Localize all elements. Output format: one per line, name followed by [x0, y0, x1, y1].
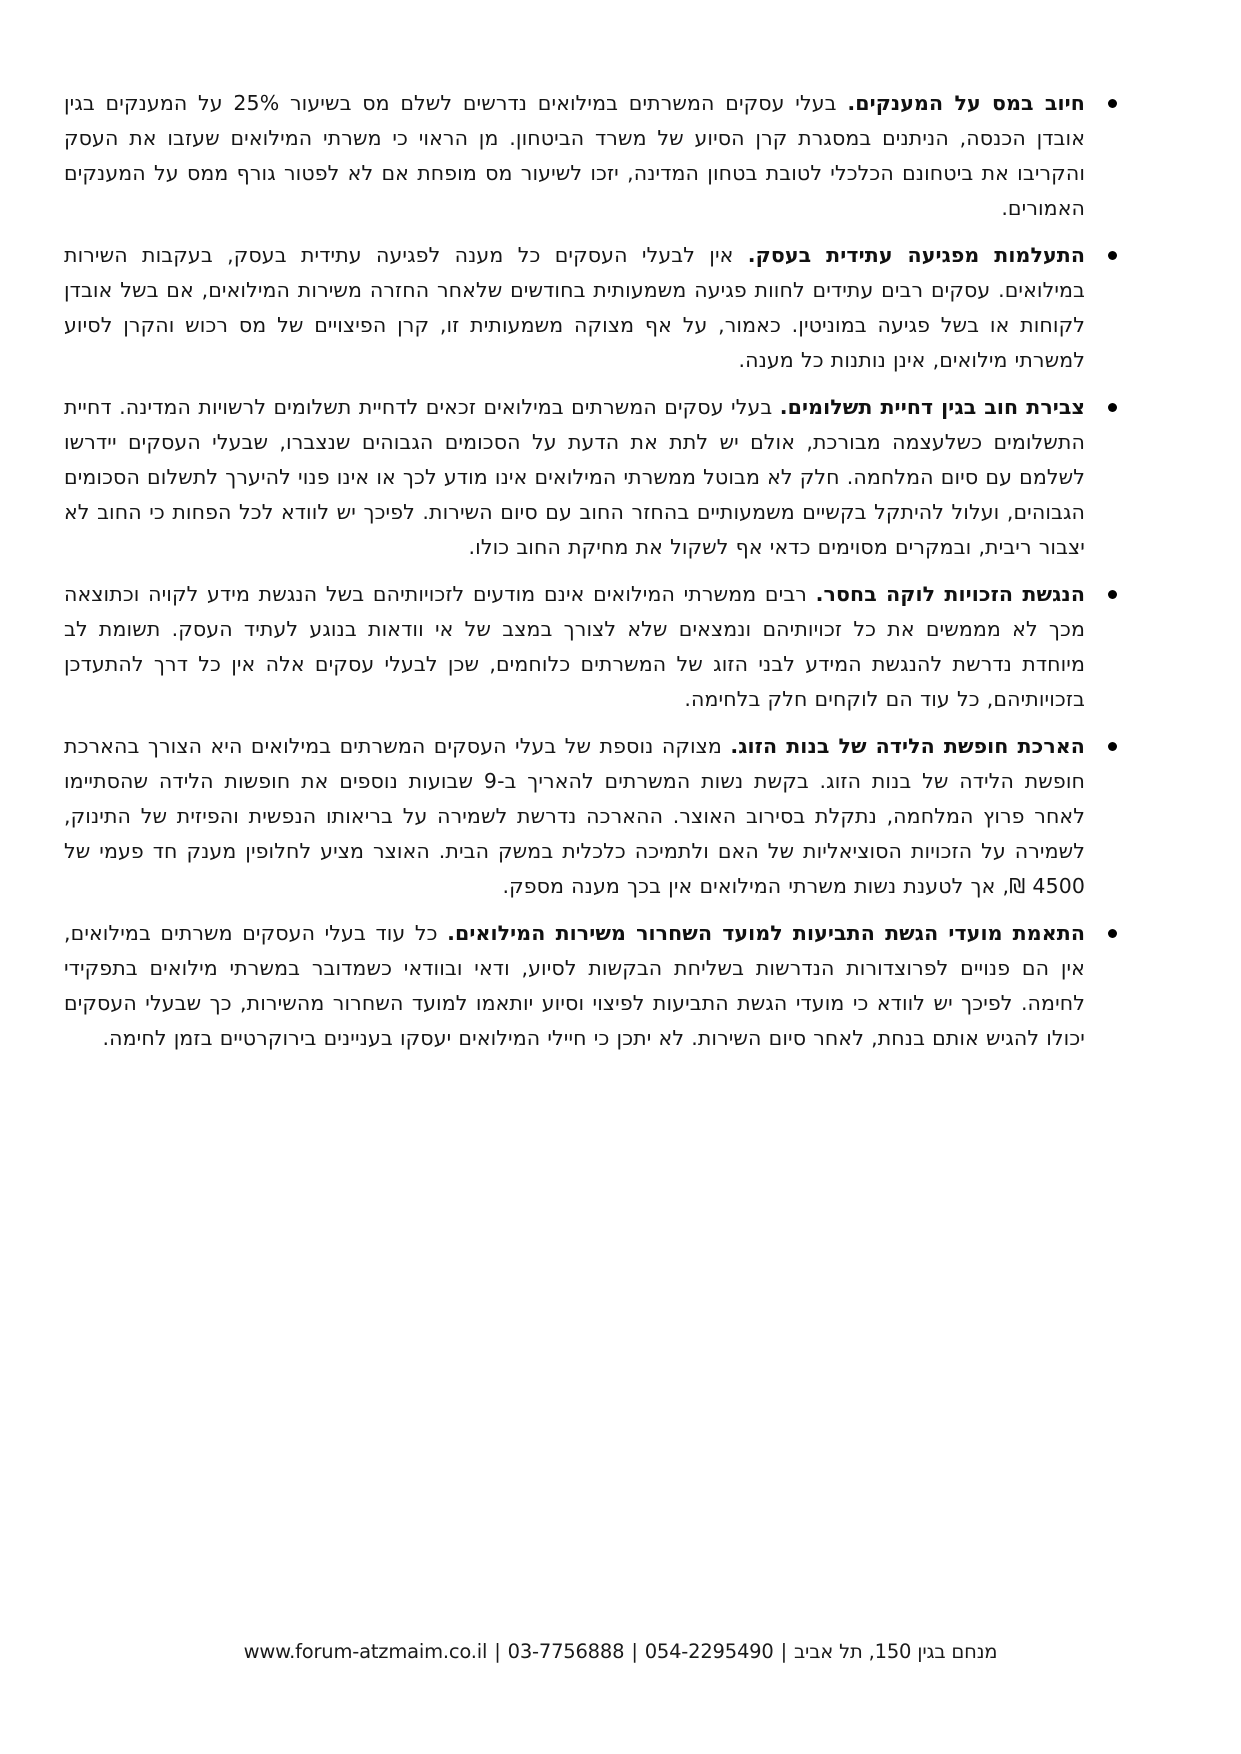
bullet-icon: [1108, 99, 1117, 108]
bullet-icon: [1108, 742, 1117, 751]
bullet-body: רבים ממשרתי המילואים אינם מודעים לזכויותיהם בשל הנגשת מידע לקויה וכתוצאה מכך לא מממשים את כל זכויותיהם ונמצאים שלא לצורך במצב של אי וודאות בנוגע לעתיד העסק. תשומת לב מיוחדת נדרשת להנגשת המידע לבני הזוג של המשרתים כלוחמים, שכן לבעלי עסקים אלה אין כל דרך להתעדכן בזכויותיהם, כל עוד הם לוקחים חלק בלחימה.: [64, 582, 1085, 711]
footer-phone-mobile: 054-2295490: [644, 1640, 774, 1663]
bullet-list: [64, 86, 1119, 1056]
bullet-icon: [1108, 929, 1117, 938]
bullet-title: חיוב במס על המענקים.: [847, 91, 1085, 115]
bullet-item-claims-deadlines: [64, 916, 1085, 1056]
bullet-body: בעלי עסקים המשרתים במילואים זכאים לדחיית תשלומים לרשויות המדינה. דחיית התשלומים כשלעצמה מבורכת, אולם יש לתת את הדעת על הסכומים הגבוהים שנצברו, שבעלי העסקים יידרשו לשלמם עם סיום המלחמה. חלק לא מבוטל ממשרתי המילואים אינו מודע לכך או אינו פנוי להיערך לתשלום הסכומים הגבוהים, ועלול להיתקל בקשיים משמעותיים בהחזר החוב עם סיום השירות. לפיכך יש לוודא לכל הפחות כי החוב לא יצבור ריבית, ובמקרים מסוימים כדאי אף לשקול את מחיקת החוב כולו.: [64, 395, 1085, 559]
bullet-title: הנגשת הזכויות לוקה בחסר.: [815, 582, 1085, 606]
footer-separator: |: [631, 1640, 638, 1663]
bullet-title: הארכת חופשת הלידה של בנות הזוג.: [730, 734, 1085, 758]
bullet-body: אין לבעלי העסקים כל מענה לפגיעה עתידית בעסק, בעקבות השירות במילואים. עסקים רבים עתידים לחוות פגיעה משמעותית בחודשים שלאחר החזרה משירות המילואים, אם בשל אובדן לקוחות או בשל פגיעה במוניטין. כאמור, על אף מצוקה משמעותית זו, קרן הפיצויים של מס רכוש והקרן לסיוע למשרתי מילואים, אינן נותנות כל מענה.: [64, 243, 1085, 372]
bullet-icon: [1108, 251, 1117, 260]
footer-phone-office: 03-7756888: [507, 1640, 625, 1663]
footer-website: www.forum-atzmaim.co.il: [243, 1640, 488, 1663]
footer-separator: |: [780, 1640, 787, 1663]
bullet-item-tax-on-grants: [64, 86, 1085, 226]
bullet-body: בעלי עסקים המשרתים במילואים נדרשים לשלם מס בשיעור 25% על המענקים בגין אובדן הכנסה, הניתנים במסגרת קרן הסיוע של משרד הביטחון. מן הראוי כי משרתי המילואים שעזבו את העסק והקריבו את ביטחונם הכלכלי לטובת בטחון המדינה, יזכו לשיעור מס מופחת אם לא לפטור גורף ממס על המענקים האמורים.: [64, 91, 1085, 220]
footer-separator: |: [494, 1640, 501, 1663]
bullet-title: צבירת חוב בגין דחיית תשלומים.: [779, 395, 1085, 419]
bullet-icon: [1108, 590, 1117, 599]
bullet-icon: [1108, 403, 1117, 412]
bullet-item-future-damage: [64, 238, 1085, 378]
document-body: [64, 86, 1119, 1068]
bullet-item-maternity-leave: [64, 729, 1085, 904]
footer-address: מנחם בגין 150, תל אביב: [793, 1640, 998, 1663]
bullet-title: התאמת מועדי הגשת התביעות למועד השחרור משירות המילואים.: [447, 921, 1086, 945]
bullet-item-rights-accessibility: [64, 577, 1085, 717]
bullet-body: כל עוד בעלי העסקים משרתים במילואים, אין הם פנויים לפרוצדורות הנדרשות בשליחת הבקשות לסיוע, ודאי ובוודאי כשמדובר במשרתי מילואים בתפקידי לחימה. לפיכך יש לוודא כי מועדי הגשת התביעות לפיצוי וסיוע יותאמו למועד השחרור מהשירות, כך שבעלי העסקים יכולו להגיש אותם בנחת, לאחר סיום השירות. לא יתכן כי חיילי המילואים יעסקו בעניינים בירוקרטיים בזמן לחימה.: [64, 921, 1085, 1050]
bullet-title: התעלמות מפגיעה עתידית בעסק.: [747, 243, 1086, 267]
bullet-body: מצוקה נוספת של בעלי העסקים המשרתים במילואים היא הצורך בהארכת חופשת הלידה של בנות הזוג. בקשת נשות המשרתים להאריך ב-9 שבועות נוספים את חופשות הלידה שהסתיימו לאחר פרוץ המלחמה, נתקלת בסירוב האוצר. ההארכה נדרשת לשמירה על בריאותו הנפשית והפיזית של התינוק, לשמירה על הזכויות הסוציאליות של האם ולתמיכה כלכלית במשק הבית. האוצר מציע לחלופין מענק חד פעמי של 4500 ₪, אך לטענת נשות משרתי המילואים אין בכך מענה מספק.: [64, 734, 1086, 898]
bullet-item-debt-accumulation: [64, 390, 1085, 565]
footer: [0, 1640, 1241, 1663]
